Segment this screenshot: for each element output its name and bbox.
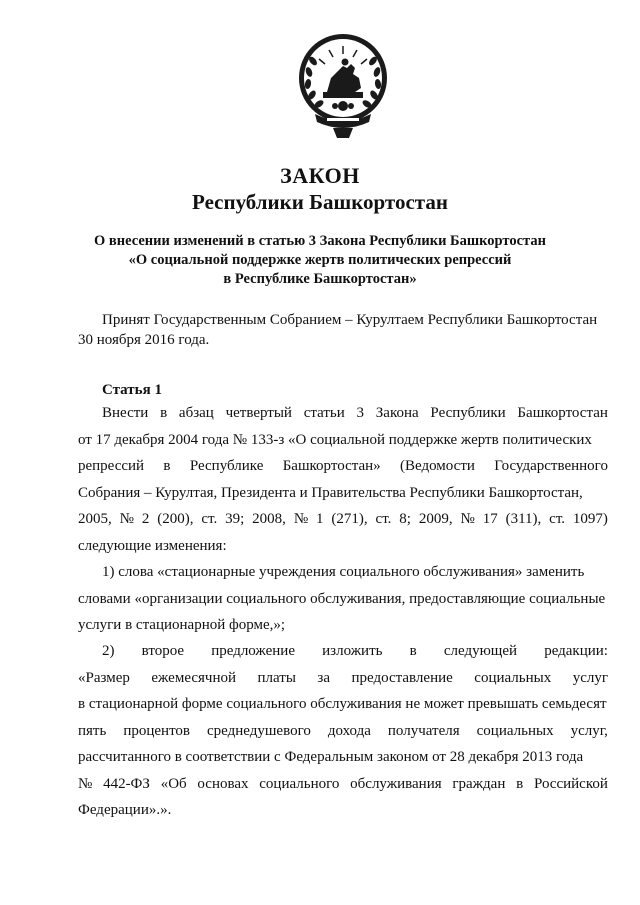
word: среднедушевого bbox=[207, 722, 311, 739]
word: (311), bbox=[505, 511, 542, 527]
word: 39; bbox=[225, 511, 245, 527]
paragraph-line: следующие изменения: bbox=[78, 537, 227, 554]
item-line: рассчитанного в соответствии с Федеральным законом от 28 декабря 2013 года bbox=[78, 749, 584, 765]
word: 8; bbox=[399, 511, 411, 527]
word: 1 bbox=[316, 511, 324, 527]
article-heading: Статья 1 bbox=[102, 382, 162, 398]
word: за bbox=[317, 669, 331, 686]
word: социального bbox=[259, 775, 340, 792]
item-line bbox=[78, 718, 608, 745]
word: Российской bbox=[533, 775, 608, 792]
word: четвертый bbox=[225, 405, 292, 421]
item-line: услуги в стационарной форме,»; bbox=[78, 617, 286, 633]
item-line: Федерации».». bbox=[78, 802, 172, 818]
word: в bbox=[516, 775, 524, 792]
paragraph-line: от 17 декабря 2004 года № 133-з «О социальной поддержке жертв политических bbox=[78, 431, 592, 448]
word: № bbox=[460, 511, 475, 527]
word: услуг, bbox=[570, 722, 608, 739]
word: Внести bbox=[102, 405, 149, 421]
word: репрессий bbox=[78, 458, 145, 474]
word: ст. bbox=[201, 511, 218, 527]
word: № bbox=[78, 775, 93, 792]
word: «Об bbox=[160, 775, 187, 792]
adoption-date: 30 ноября 2016 года. bbox=[78, 332, 210, 348]
word: Государственного bbox=[494, 458, 608, 474]
article-paragraph-1 bbox=[78, 400, 608, 559]
word: социальных bbox=[476, 722, 554, 739]
word: предоставление bbox=[351, 669, 453, 686]
word: (Ведомости bbox=[399, 458, 475, 474]
amendment-item-1 bbox=[78, 559, 608, 639]
word: № bbox=[119, 511, 134, 527]
paragraph-line: Собрания – Курултая, Президента и Правительства Республики Башкортостан, bbox=[78, 484, 583, 501]
item-line bbox=[78, 771, 608, 798]
item-line: 1) слова «стационарные учреждения социального обслуживания» заменить bbox=[102, 564, 585, 580]
word: статьи bbox=[303, 405, 345, 421]
word: следующей bbox=[443, 643, 518, 659]
word: в bbox=[163, 458, 171, 474]
subject-line: «О социальной поддержке жертв политических репрессий bbox=[128, 252, 512, 268]
adoption-statement bbox=[78, 310, 608, 350]
subject-line: О внесении изменений в статью 3 Закона Республики Башкортостан bbox=[94, 233, 546, 249]
item-line bbox=[78, 665, 608, 692]
word: изложить bbox=[322, 643, 383, 659]
word: 1097) bbox=[572, 511, 608, 527]
word: 17 bbox=[482, 511, 498, 527]
amendment-item-2 bbox=[78, 638, 608, 824]
word: Башкортостан bbox=[517, 405, 608, 421]
adoption-line: Принят Государственным Собранием – Курултаем Республики Башкортостан bbox=[102, 312, 598, 328]
word: 2005, bbox=[78, 511, 112, 527]
word: № bbox=[293, 511, 309, 527]
document-title: ЗАКОН bbox=[280, 163, 360, 188]
word: 442-ФЗ bbox=[103, 775, 150, 792]
word: (271), bbox=[331, 511, 368, 527]
paragraph-line bbox=[78, 453, 608, 480]
word: ежемесячной bbox=[151, 669, 237, 686]
word: процентов bbox=[123, 722, 191, 739]
word: получателя bbox=[387, 722, 460, 739]
word: (200), bbox=[157, 511, 194, 527]
item-line bbox=[78, 638, 608, 665]
item-line: в стационарной форме социального обслуживания не может превышать семьдесят bbox=[78, 696, 607, 712]
word: услуг bbox=[572, 669, 608, 686]
word: Башкортостан» bbox=[282, 458, 381, 474]
law-subject bbox=[60, 232, 580, 289]
word: социальных bbox=[474, 669, 552, 686]
word: 2) bbox=[102, 643, 115, 659]
document-subtitle: Республики Башкортостан bbox=[192, 190, 448, 214]
word: ст. bbox=[375, 511, 392, 527]
word: 3 bbox=[356, 405, 365, 421]
item-line: словами «организации социального обслуживания, предоставляющие социальные bbox=[78, 590, 606, 607]
word: граждан bbox=[452, 775, 506, 792]
word: в bbox=[409, 643, 417, 659]
word: платы bbox=[257, 669, 296, 686]
word: пять bbox=[78, 722, 107, 739]
word: редакции: bbox=[544, 643, 608, 659]
word: в bbox=[160, 405, 168, 421]
word: ст. bbox=[549, 511, 565, 527]
word: обслуживания bbox=[350, 775, 442, 792]
coat-of-arms-emblem bbox=[297, 32, 389, 140]
word: Закона bbox=[375, 405, 419, 421]
word: дохода bbox=[327, 722, 371, 739]
paragraph-line bbox=[78, 400, 608, 427]
word: 2009, bbox=[418, 511, 453, 527]
word: абзац bbox=[178, 405, 214, 421]
word: «Размер bbox=[78, 669, 130, 686]
word: второе bbox=[141, 643, 185, 659]
paragraph-line bbox=[78, 506, 608, 533]
word: Республике bbox=[189, 458, 264, 474]
word: предложение bbox=[211, 643, 295, 659]
word: Республики bbox=[430, 405, 506, 421]
subject-line: в Республике Башкортостан» bbox=[223, 271, 417, 287]
word: основах bbox=[197, 775, 249, 792]
word: 2008, bbox=[252, 511, 286, 527]
word: 2 bbox=[141, 511, 150, 527]
